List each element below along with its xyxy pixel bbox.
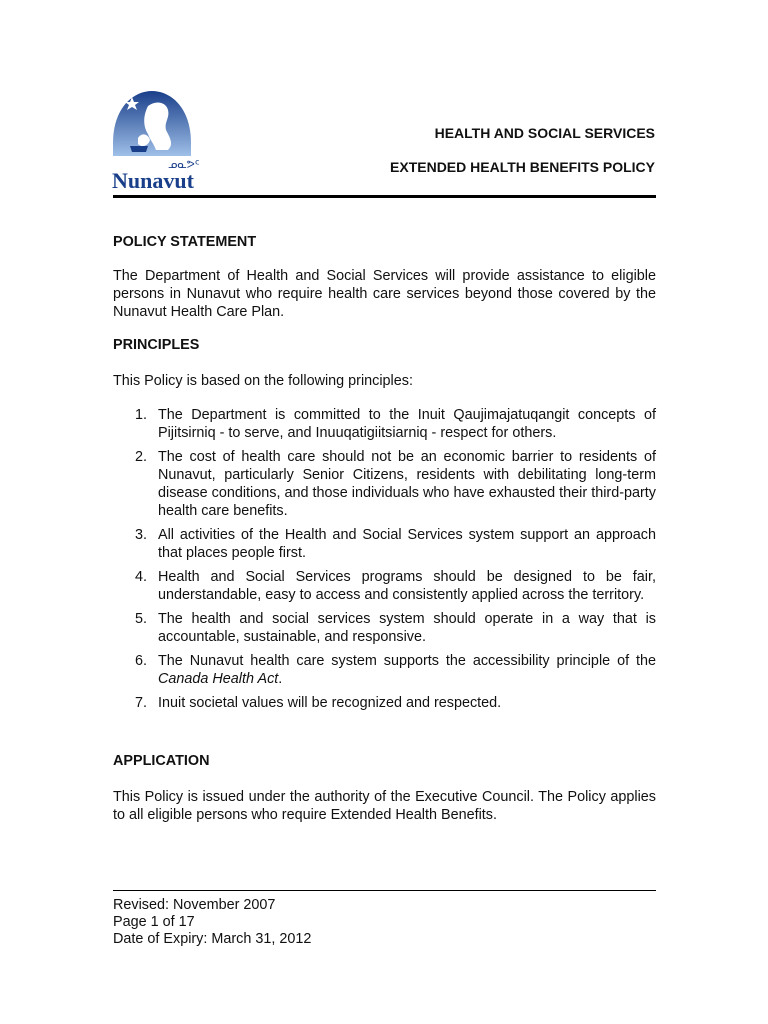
revised-date: Revised: November 2007 [113, 897, 276, 913]
list-item: 6. The Nunavut health care system supports the accessibility principle of the Canada Health Act. [135, 653, 656, 687]
principles-intro: This Policy is based on the following principles: [113, 373, 413, 389]
principles-list [113, 406, 656, 718]
policy-statement-text: The Department of Health and Social Services will provide assistance to eligible persons in Nunavut who require health care services beyond those covered by the Nunavut Health Care Plan. [113, 268, 656, 320]
list-item: 4. Health and Social Services programs should be designed to be fair, understandable, easy to access and consistently applied across the territory. [135, 569, 656, 603]
list-item: 5. The health and social services system should operate in a way that is accountable, sustainable, and responsive. [135, 611, 656, 645]
principles-heading: PRINCIPLES [113, 337, 200, 353]
list-item: 2. The cost of health care should not be an economic barrier to residents of Nunavut, particularly Senior Citizens, residents with debilitating long-term disease conditions, and those individuals who have exhausted their third-party health care benefits. [135, 449, 656, 519]
footer-rule [113, 890, 656, 891]
policy-statement-heading: POLICY STATEMENT [113, 234, 257, 250]
header-rule [113, 195, 656, 198]
act-title: Canada Health Act [158, 671, 279, 687]
department-heading: HEALTH AND SOCIAL SERVICES [434, 125, 655, 141]
application-heading: APPLICATION [113, 753, 210, 769]
expiry-date: Date of Expiry: March 31, 2012 [113, 931, 312, 947]
list-item: 3. All activities of the Health and Social Services system support an approach that places people first. [135, 527, 656, 561]
svg-text:ᓄᓇᕗᑦ: ᓄᓇᕗᑦ [168, 158, 200, 171]
nunavut-logo [108, 88, 200, 193]
application-text: This Policy is issued under the authority of the Executive Council. The Policy applies to all eligible persons who require Extended Health Benefits. [113, 789, 656, 823]
svg-text:Nunavut: Nunavut [112, 168, 194, 193]
page-number: Page 1 of 17 [113, 914, 195, 930]
list-item: 7. Inuit societal values will be recognized and respected. [135, 695, 502, 711]
policy-title: EXTENDED HEALTH BENEFITS POLICY [390, 159, 655, 175]
list-item: 1. The Department is committed to the Inuit Qaujimajatuqangit concepts of Pijitsirniq - to serve, and Inuuqatigiitsiarniq - respect for others. [135, 407, 656, 441]
